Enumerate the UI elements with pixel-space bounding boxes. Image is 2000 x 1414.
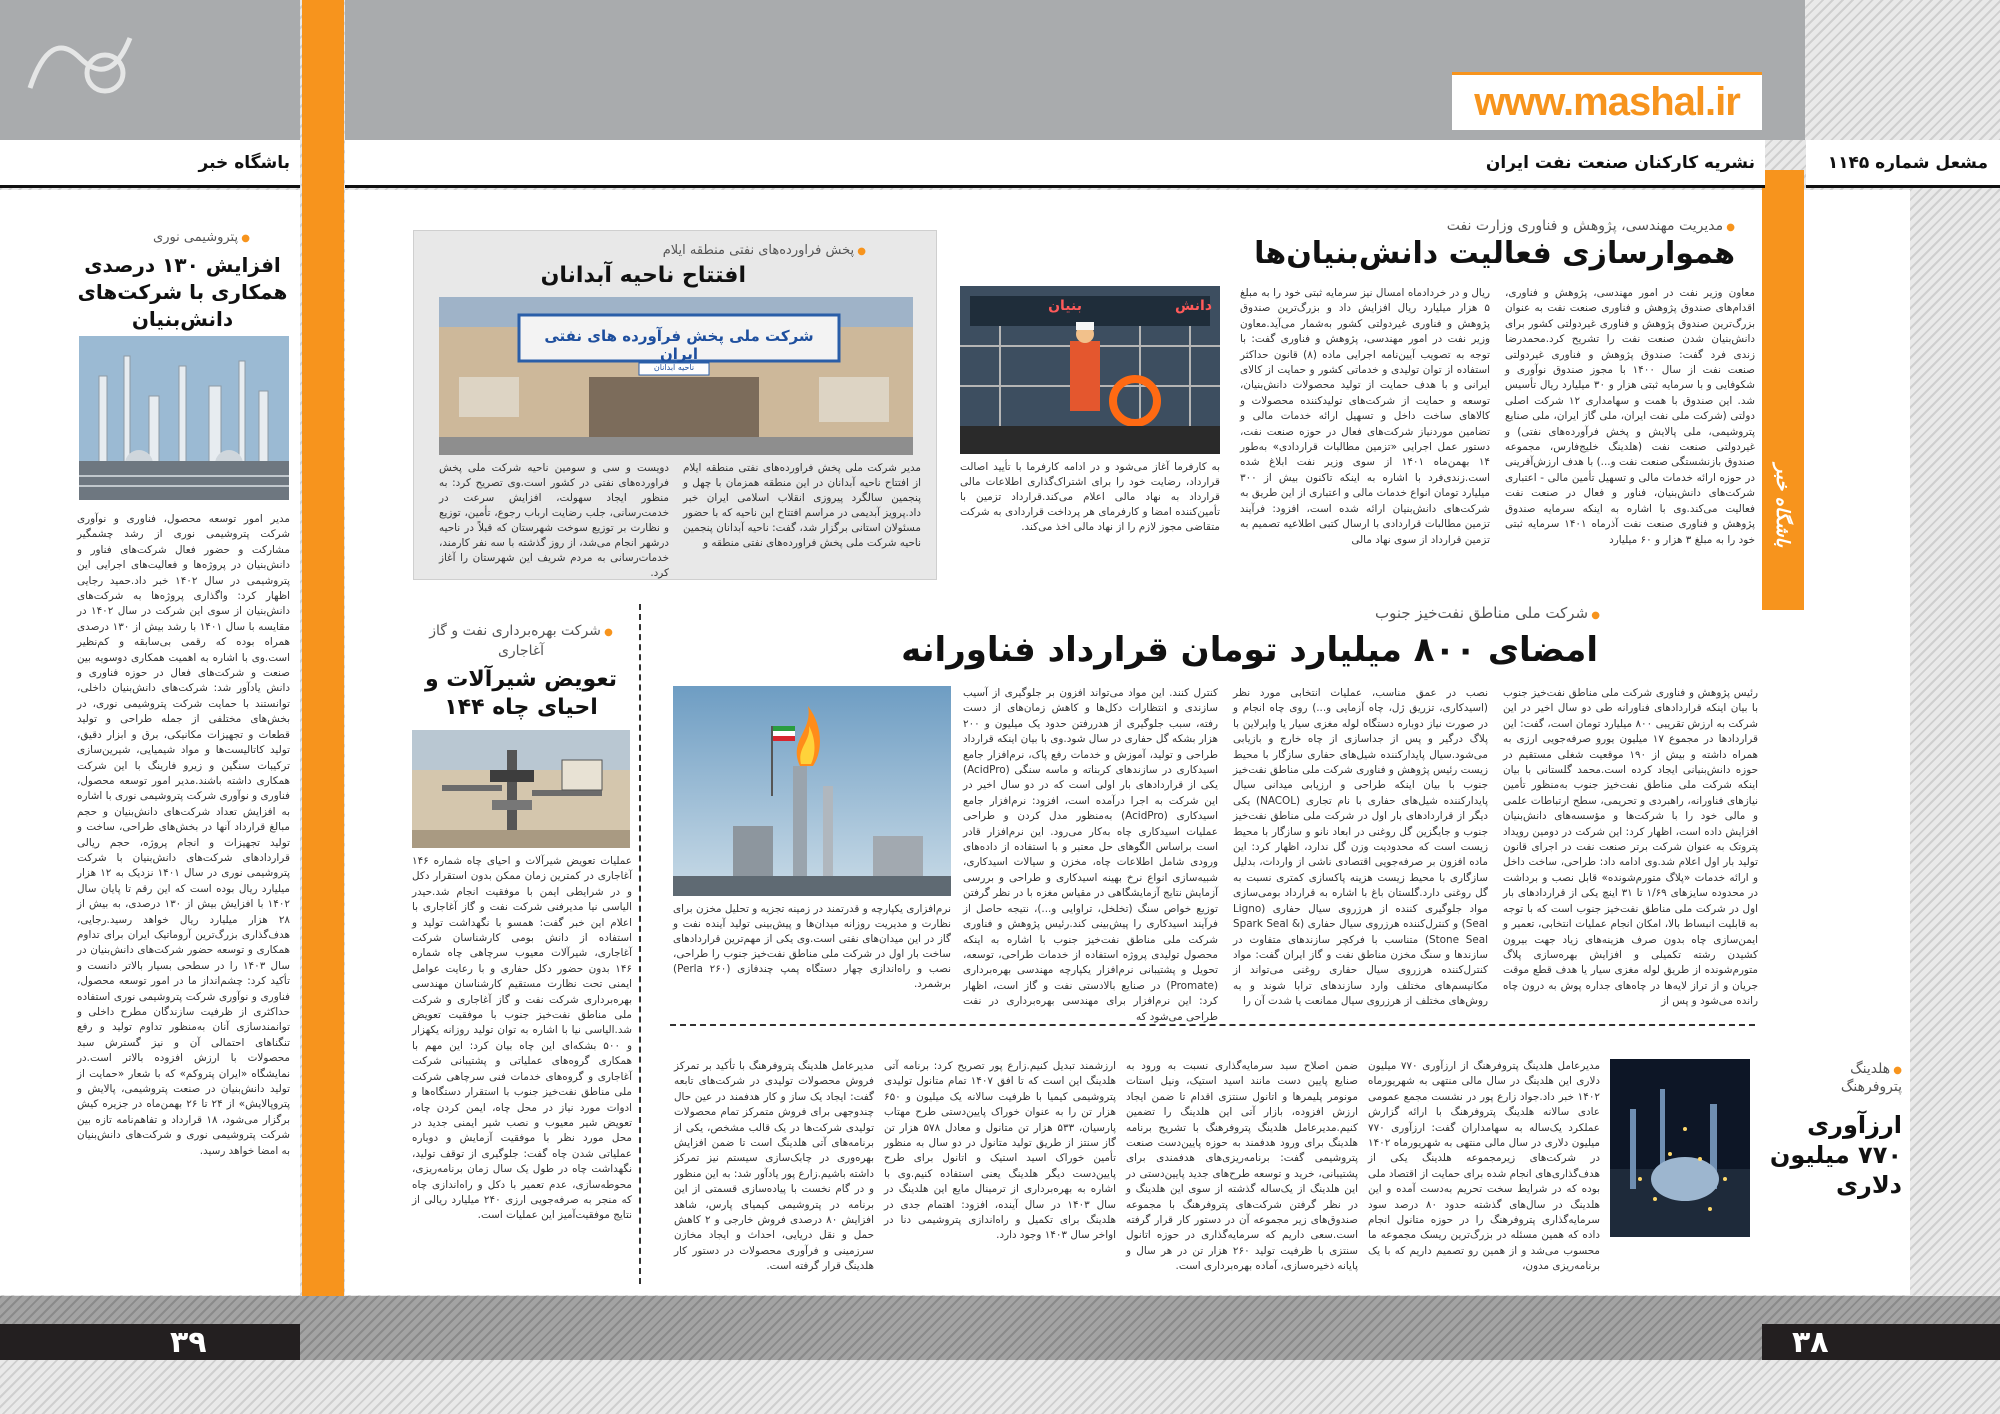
photo-sign-text: دانش: [1174, 298, 1212, 314]
article-petrochem: [75, 230, 290, 1285]
header-bar-left: [0, 140, 300, 188]
refinery-photo: [79, 336, 289, 500]
article-holding: [670, 1055, 1910, 1287]
depot-sign-sub: ناحیه آبدانان: [653, 363, 695, 372]
photo-sign-text: بنیان: [1048, 298, 1082, 314]
page-number-left: ۳۹: [170, 1324, 207, 1360]
article-column: مدیرعامل هلدینگ پتروفرهنگ با تأکید بر تمرکز فروش محصولات تولیدی در شرکت‌های تابعه گفت: ایجاد یک ساز و کار هدفمند در عین حال چندوجهی برای فروش متمرکز تمام محصولات تولیدی شرکت‌ها در یک قالب مشخص، یکی از برنامه‌های آتی هلدینگ است تا ضمن افزایش بهره‌وری در چابک‌سازی سیستم‌ نیز تمرکز داشته باشیم.زارع پور یادآور شد: به این منظور و در گام نخست با پیاده‌سازی قسمتی از این برنامه در پتروشیمی کیمیای پارس، شاهد افزایش ۸۰ درصدی فروش خارجی و ۲ کاهش حمل و نقل دریایی، احداث و ایجاد مخازن سرزمینی و فرآوری محصولات در دستور کار هلدینگ قرار گرفته است.: [674, 1060, 874, 1273]
page-number-right: ۳۸: [1792, 1324, 1829, 1360]
article-column: معاون وزیر نفت در امور مهندسی، پژوهش و فناوری، اقدام‌های صندوق پژوهش و فناوری صنعت نفت به عنوان بزرگ‌ترین صندوق پژوهش و فناوری غیردولتی کشور برای دانش‌بنیان شدن صنعت نفت را تشریح کرد.محمدرضا زندی فرد گفت: صندوق پژوهش و فناوری غیردولتی صنعت نفت از سال ۱۴۰۰ با مجوز صندوق نوآوری و شکوفایی و با سرمایه ثبتی هزار و ۳۰ میلیارد ریال تأسیس شد. این صندوق با همت و سهامداری ۱۲ شرکت اصلی دولتی (شرکت ملی نفت ایران، ملی گاز ایران، ملی صنایع پتروشیمی، ملی پالایش و پخش فرآورده‌های نفتی) و غیردولتی صنعت نفت (هلدینگ خلیج‌فارس، مجموعه صندوق بازنشستگی صنعت نفت و...) با هدف ارزش‌آفرینی در حوزه ارائه خدمات مالی و تسهیل تأمین مالی - اعتباری شرکت‌های دانش‌بنیان، فناور و فعال در صنعت نفت فعالیت می‌کند.وی با اشاره به اینکه سرمایه صندوق پژوهش و فناوری صنعت نفت آذرماه ۱۴۰۱ سرمایه ثبتی خود را به مبلغ ۳ هزار و ۶۰ میلیارد: [1505, 287, 1756, 546]
photo-caption: دویست و سی و سومین ناحیه شرکت ملی پخش فراورده‌های نفتی در کشور است.وی تصریح کرد: به منظور ایجاد سهولت، افزایش سرعت در خدمت‌رسانی، جلب رضایت ارباب رجوع، تأمین، توزیع و نظارت بر توزیع سوخت شهرستان که قبلاً در ناحیه درشهر انجام می‌شد، از روز گذشته با سه نفر کارمند، خدمات‌رسانی به مردم شریف این شهرستان را آغاز کرد.: [439, 462, 669, 579]
publication-title: نشریه کارکنان صنعت نفت ایران: [1485, 152, 1755, 173]
dashed-divider-horizontal: [670, 1024, 1755, 1026]
wellhead-illustration: [412, 730, 630, 848]
article-title: هموارسازی فعالیت دانش‌بنیان‌ها: [1254, 236, 1735, 271]
article-column: نصب در عمق مناسب، عملیات انتخابی مورد نظر (اسیدکاری، تزریق ژل، چاه آزمایی و...) روی چاه انجام و در صورت نیاز دوباره دستگاه لوله مغزی سیار یا وایرلاین با پلاگ درگیر و پس از جداسازی از چاه خارج و بازیابی می‌شود.سیال پایدارکننده شیل‌های حفاری سازگار با محیط زیست رئیس پژوهش و فناوری شرکت ملی مناطق نفت‌خیز جنوب با بیان اینکه طراحی و ارزیابی میدانی سیال پایدارکننده شیل‌های حفاری با نام تجاری (NACOL) یکی دیگر از قراردادهای بار اول در شرکت ملی مناطق نفت‌خیز جنوب و جایگزین گل روغنی در ابعاد نانو و سازگار با محیط زیست است که محدودیت وزن گل ندارد، اظهار کرد: این ماده افزون بر صرفه‌جویی اقتصادی ناشی از واردات، بدلیل سازگاری با محیط زیست هزینه پاکسازی کمتری نسبت به گل روغنی دارد.گلستان باغ با اشاره به قرارداد بومی‌سازی مواد جلوگیری کننده از هرزروی سیال حفاری (Ligno Seal) و کنترل‌کننده هرزروی سیال حفاری (Spark Seal & Stone Seal) متناسب با فرکچر سازندهای متفاوت در سازندها و سنگ مخزن مناطق نفت و گاز ایران گفت: مواد کنترل‌کننده هرزروی سیال حفاری روغنی می‌تواند از مکانیسم‌های مختلف وارد سازندهای ترابا شوند و به روش‌های مختلف از هرزروی سیال ممانعت یا شدت آن را: [1233, 687, 1488, 1008]
issue-number: مشعل شماره ۱۱۴۵: [1827, 152, 1988, 173]
article-ilam-box: [413, 230, 937, 580]
refinery-illustration: [79, 336, 289, 500]
article-kicker: ● پخش فراورده‌های نفتی منطقه ایلام: [663, 243, 866, 258]
wellhead-valve-photo: [412, 730, 630, 848]
article-aghajari: [410, 622, 632, 1282]
bottom-band: [0, 1296, 2000, 1360]
article-column: کنترل کنند. این مواد می‌تواند افزون بر جلوگیری از آسیب سازندی و انتظارات دکل‌ها و کاهش زمان‌های از دست رفته، سبب جلوگیری از هدررفتن حدود یک میلیون و ۲۰۰ هزار بشکه گل حفاری در سال شود.وی با بیان اینکه قرارداد طراحی و تولید، آموزش و خدمات رفع پاک، نرم‌افزار جامع اسیدکاری در سازندهای کربناته و ماسه سنگی (AcidPro) یکی از قراردادهای بار اولی است که در دو سال اخیر در این شرکت به اجرا درآمده است، افزود: نرم‌افزار جامع اسیدکاری (AcidPro) به‌منظور مدل کردن و طراحی عملیات اسیدکاری چاه به‌کار می‌رود. این نرم‌افزار قادر است براساس الگوهای حل معتبر و با استفاده از داده‌های ورودی شامل اطلاعات چاه، مخزن و سیالات اسیدکاری، شبیه‌سازی انواع نرخ بهینه اسیدکاری و طراحی و بررسی آزمایش نتایج آزمایشگاهی در مقیاس مغزه با در نظر گرفتن توزیع خواص سنگ (تخلخل، تراوایی و...)، نتیجه حاصل از فرآیند اسیدکاری را پیش‌بینی کند.رئیس پژوهش و فناوری شرکت ملی مناطق نفت‌خیز جنوب با اشاره به اینکه محصول تولیدی پروژه استفاده از خدمات طراحی، توسعه، تحویل و پشتیبانی نرم‌افزار یکپارچه مهندسی بهره‌برداری (Promate) در صنایع بالادستی نفت و گاز است، اظهار کرد: این نرم‌افزار برای مهندسی بهره‌برداری در نفت طراحی می‌شود که: [963, 687, 1218, 1023]
article-title: افزایش ۱۳۰ درصدی همکاری با شرکت‌های دانش‌بنیان: [77, 253, 288, 331]
website-url: www.mashal.ir: [1474, 80, 1740, 124]
section-title-left: باشگاه خبر: [198, 152, 290, 173]
rig-worker-photo: [960, 286, 1220, 454]
corner-logo-icon: [20, 18, 140, 108]
footer-bar-right: [1762, 1324, 2000, 1360]
article-south-oil: [670, 604, 1758, 1023]
article-title: تعویض شیرآلات و احیای چاه ۱۴۴: [424, 667, 618, 720]
article-column: مدیرعامل هلدینگ پتروفرهنگ از ارزآوری ۷۷۰ میلیون دلاری این هلدینگ در سال مالی منتهی به شهریورماه ۱۴۰۲ خبر داد.جواد زارع پور در نشست مجمع عمومی عادی سالانه هلدینگ پتروفرهنگ با ارائه گزارش عملکرد یک‌ساله به سهامداران گفت: ارزآوری ۷۷۰ میلیون دلاری در سال مالی منتهی به شهریورماه ۱۴۰۲ در شرکت‌های زیرمجموعه هلدینگ یکی از هدف‌گذاری‌های انجام شده برای حمایت از اقتصاد ملی بوده که در شرایط سخت تحریم به‌دست آمده و این هلدینگ در سال‌های گذشته حدود ۸۰ درصد سود سرمایه‌گذاری پتروفرهنگ را در حوزه متانول انجام داده که همین مسئله در بزرگ‌ترین ریسک مجموعه ما محسوب می‌شد و از همین رو تصمیم داریم که با یک برنامه‌ریزی مدون،: [1368, 1060, 1601, 1273]
article-kicker: ● مدیریت مهندسی، پژوهش و فناوری وزارت نفت: [1447, 218, 1735, 234]
article-title: دلاری: [1836, 1171, 1902, 1199]
depot-building-illustration: [439, 297, 913, 455]
website-logo[interactable]: [1452, 72, 1762, 130]
depot-building-photo: [439, 297, 913, 455]
article-column: ریال و در خردادماه امسال نیز سرمایه ثبتی خود را به مبلغ ۵ هزار میلیارد ریال افزایش داد و بزرگ‌ترین صندوق پژوهش و فناوری غیردولتی کشور به‌شمار می‌آید.معاون وزیر نفت در امور مهندسی، پژوهش و فناوری گفت: با توجه به تصویب آیین‌نامه اجرایی ماده (۸) قانون حداکثر استفاده از توان تولیدی و خدماتی کشور و حمایت از کالای ایرانی و با هدف حمایت از تولید محصولات دانش‌بنیان، توسعه و حمایت از شرکت‌های تولیدکننده محصولات و کالاهای ساخت داخل و تسهیل ارائه خدمات مالی و تضامین موردنیاز شرکت‌های فعال در حوزه صنعت نفت، دستور عمل اجرایی «تزمین مطالبات قراردادی» به‌طور ۱۴ بهمن‌ماه ۱۴۰۱ از سوی وزیر نفت ابلاغ شده است.زندی‌فرد با اشاره به اینکه تاکنون بیش از ۳۰۰ میلیارد تومان انواع خدمات مالی و اعتباری از این طریق به شرکت‌های دانش‌بنیان ارائه شده است، افزود: فرآیند تزمین مطالبات قراردادی با ارسال کتبی اطلاعیه تصمیم به تزمین قرارداد از سوی نهاد مالی: [1240, 287, 1490, 546]
issue-bar: [1806, 140, 2000, 188]
article-column: رئیس پژوهش و فناوری شرکت ملی مناطق نفت‌خیز جنوب با بیان اینکه قراردادهای فناورانه طی دو سال اخیر در این شرکت به ارزش تقریبی ۸۰۰ میلیارد تومان است، گفت: این قراردادها در مجموع ۱۷ میلیون یورو صرفه‌جویی ارزی به همراه داشته و بیش از ۱۹۰ موقعیت شغلی مستقیم در حوزه دانش‌بنیانی ایجاد کرده است.محمد گلستانی با بیان اینکه شرکت ملی مناطق نفت‌خیز جنوب به‌منظور تأمین نیازهای فناورانه، راهبردی و تحریمی، سطح ارتباطات علمی و مالی خود را با شرکت‌ها و مؤسسه‌های دانش‌بنیان افزایش داده است، اظهار کرد: این شرکت در دومین رویداد پتروتک به عنوان شرکت برتر صنعت نفت در اجرای قانون تولید بار اول اعلام شد.وی ادامه داد: طراحی، ساخت داخل و ارائه خدمات «پلاگ متورم‌شونده» قابل نصب و برداشت در محدوده سایزهای ۱/۶۹ تا ۳۱ اینچ یکی از قراردادهای بار اول در شرکت ملی مناطق نفت‌خیز جنوب است که با توجه به قابلیت انبساط بالا، امکان انجام عملیات انتخابی، تعمیر و ایمن‌سازی چاه بدون صرف هزینه‌های زیاد جهت بیرون کشیدن رشته تکمیلی و افزایش بهره‌سازی پلاگ متورم‌شونده از طریق لوله مغزی سیار یا هدف قطع موقت جریان و از تراز لایه‌ها در چاه‌های جداره پوش به درون چاه رانده می‌شود و پس از: [1503, 687, 1758, 1008]
gas-flare-photo: [673, 686, 951, 896]
article-body: عملیات تعویض شیرآلات و احیای چاه شماره ۱۴۶ آغاجاری در کمترین زمان ممکن بدون استقرار دکل و در شرایطی ایمن با موفقیت انجام شد.حیدر الیاسی نیا مدیرفنی شرکت نفت و گاز آغاجاری با اعلام این خبر گفت: همسو با نگهداشت تولید و استفاده از دانش بومی کارشناسان شرکت آغاجاری، شیرآلات معیوب سرچاهی چاه شماره ۱۴۶ بدون حضور دکل حفاری و با رعایت عوامل ایمنی تحت نظارت مستقیم کارشناسان مهندسی بهره‌برداری شرکت نفت و گاز آغاجاری و شرکت ملی مناطق نفت‌خیز جنوب با موفقیت تعویض شد.الیاسی نیا با اشاره به توان تولید روزانه یکهزار و ۵۰۰ بشکه‌ای این چاه بیان کرد: این مهم با همکاری گروه‌های عملیاتی و پشتیبانی شرکت آغاجاری و گروه‌های خدمات فنی سرچاهی شرکت ملی مناطق نفت‌خیز جنوب با استقرار دستگاه‌ها و ادوات مورد نیاز در محل چاه، ایمن کردن چاه، تعویض شیر معیوب و نصب شیر ایمنی جدید در محل مورد نظر با موفقیت آزمایش و دوباره عملیاتی شدن چاه گفت: جلوگیری از توقف تولید، نگهداشت چاه در طول یک سال زمان برنامه‌ریزی، محوطه‌سازی، عدم تعمیر با دکل و راه‌اندازی چاه که منجر به صرفه‌جویی ارزی ۲۴۰ میلیارد ریالی از نتایج موفقیت‌آمیز این عملیات است.: [412, 855, 632, 1222]
orange-strip-left: [302, 0, 344, 1360]
photo-caption: به کارفرما آغاز می‌شود و در ادامه کارفرما با تأیید اصالت قرارداد، رضایت خود را برای اشتراک‌گذاری اطلاعات مالی قرارداد به نهاد مالی اعلام می‌کند.قرارداد تزمین با تأمین‌کننده امضا و کارفرمای هر پرداخت قراردادی به شرکت متقاضی مجوز لازم را از نهاد مالی اخذ می‌کند.: [960, 461, 1220, 533]
gas-flare-illustration: [673, 686, 951, 896]
article-body: مدیر امور توسعه محصول، فناوری و نوآوری شرکت پتروشیمی نوری از رشد چشمگیر مشارکت و حضور فعال شرکت‌های فناور و دانش‌بنیان در پروژه‌ها و فعالیت‌های اجرایی این پتروشیمی در سال ۱۴۰۲ خبر داد.حمید رجایی اظهار کرد: واگذاری پروژه‌ها به شرکت‌های دانش‌بنیان از سوی این شرکت در سال ۱۴۰۲ در مقایسه با سال ۱۴۰۱ با رشد بیش از ۱۳۰ درصدی همراه بوده که رقمی بی‌سابقه و کم‌نظیر است.وی با اشاره به اهمیت همکاری دوسویه بین صنعت و شرکت‌های فعال در حوزه فناوری و دانش یادآور شد: شرکت‌های دانش‌بنیان داخلی، توانستند با حمایت شرکت پتروشیمی نوری، در بخش‌های مختلفی از جمله طراحی و تولید قطعات و تجهیزات مکانیکی، برق و ابزار دقیق، تولید کاتالیست‌ها و مواد شیمیایی، شیرین‌سازی ترکیبات سنگین و زیرو فارینگ با این شرکت همکاری داشته باشند.مدیر امور توسعه محصول، فناوری و نوآوری شرکت پتروشیمی نوری با اشاره به افزایش تعداد شرکت‌های دانش‌بنیان و حجم مبالغ قرارداد آنها در بخش‌های طراحی، ساخت و تولید تجهیزات و انجام پروژه، حجم ریالی قراردادهای شرکت‌های دانش‌بنیان با شرکت پتروشیمی نوری در سال ۱۴۰۱ نزدیک به ۱۲ هزار میلیارد ریال بوده است که این رقم تا پایان سال ۱۴۰۲ با افزایش بیش از ۱۳۰ درصدی، به بیش از ۲۸ هزار میلیارد ریال خواهد رسید.رجایی، هدف‌گذاری بزرگ‌ترین آروماتیک ایران برای تداوم همکاری و توسعه حضور شرکت‌های دانش‌بنیان در سال ۱۴۰۳ را در سطحی بسیار بالاتر دانست و تأکید کرد: چشم‌انداز ما در امور توسعه محصول، فناوری و نوآوری شرکت پتروشیمی نوری استفاده حداکثری از ظرفیت سازندگان مطرح داخلی و توانمندسازی آنان به‌منظور تداوم تولید و رفع تنگناهای احتمالی آن و نیز گسترش سبد محصولات با ارزش افزوده بالاتر است.در نمایشگاه «ایران پتروکم» که با شعار «حمایت از تولید دانش‌بنیان در صنعت پتروشیمی، پالایش و پتروپالایش» از ۲۴ تا ۲۶ بهمن‌ماه در جزیره کیش برگزار می‌شود، ۱۸ قرارداد و تفاهم‌نامه تازه بین شرکت پتروشیمی نوری و شرکت‌های دانش‌بنیان به امضا خواهد رسید.: [77, 513, 291, 1157]
depot-sign-main: شرکت ملی پخش فرآورده های نفتی ایران: [544, 327, 814, 363]
photo-caption: مدیر شرکت ملی پخش فراورده‌های نفتی منطقه ایلام از افتتاح ناحیه آبدانان در این منطقه همزمان با چهل و پنجمین سالگرد پیروزی انقلاب اسلامی ایران خبر داد.پرویز آبدیمی در مراسم افتتاح این ناحیه که با حضور مسئولان استانی برگزار شد، گفت: ناحیه آبدانان پنجمین ناحیه شرکت ملی پخش فراورده‌های نفتی منطقه و: [683, 462, 921, 549]
side-tab: [1762, 440, 1804, 570]
article-title: ارزآوری: [1807, 1111, 1902, 1139]
article-kicker: ● شرکت ملی مناطق نفت‌خیز جنوب: [1375, 604, 1600, 622]
corner-logo: [20, 18, 140, 108]
article-kicker: ● هلدینگ: [1850, 1061, 1902, 1077]
night-plant-illustration: [1610, 1059, 1750, 1237]
article-column: ضمن اصلاح سبد سرمایه‌گذاری نسبت به ورود به صنایع پایین دست مانند اسید استیک، ونیل استات مونومر پلیمرها و اتانول سنتزی اقدام تا ضمن ایجاد ارزش افزوده، بازار آتی این هلدینگ را تضمین کنیم.مدیرعامل هلدینگ پتروفرهنگ با تشریح برنامه هلدینگ برای ورود هدفمند به حوزه پایین‌دست صنعت پتروشیمی گفت: برنامه‌ریزی‌های هدفمندی برای پشتیبانی، خرید و توسعه طرح‌های جدید پایین‌دستی در این هلدینگ از یک‌ساله گذشته از سوی این هلدینگ و در نظر گرفتن شرکت‌های پتروفرهنگ با مجموعه صندوق‌های زیر مجموعه آن در دستور کار قرار گرفته است.سعی داریم که سرمایه‌گذاری در حوزه اتانول سنتزی با ظرفیت تولید ۲۶۰ هزار تن در هر سال و پایانه ذخیره‌سازی، آماده بهره‌برداری است.: [1126, 1060, 1358, 1273]
night-plant-photo: [1610, 1059, 1750, 1237]
article-title: ۷۷۰ میلیون: [1769, 1141, 1902, 1169]
side-tab-label: باشگاه خبر: [1772, 463, 1794, 547]
article-column: ارزشمند تبدیل کنیم.زارع پور تصریح کرد: برنامه آتی هلدینگ این است که تا افق ۱۴۰۷ تمام متانول تولیدی پتروشیمی کیمیا با ظرفیت سالانه یک میلیون و ۶۵۰ هزار تن را به عنوان خوراک پایین‌دستی طرح مهتاب پارسیان، ۵۳۳ هزار تن متانول و معادل ۵۷۸ هزار تن گاز سنتز از طریق تولید متانول در دو سال به منظور تأمین خوراک اسید استیک و اتانول برای طرح پایین‌دست دیگر هلدینگ یعنی استفاده کنیم.وی با اشاره به بهره‌برداری از ترمینال مایع این هلدینگ در سال ۱۴۰۳ در سال آینده، افزود: اهتمام جدی در هلدینگ برای تکمیل و راه‌اندازی پتروشیمی دنا در اواخر سال ۱۴۰۳ وجود دارد.: [884, 1060, 1116, 1242]
article-title: افتتاح ناحیه آبدانان: [540, 263, 746, 288]
footer-bar-left: [0, 1324, 300, 1360]
photo-caption: نرم‌افزاری یکپارچه و قدرتمند در زمینه تجزیه و تحلیل مخزن برای نظارت و مدیریت روزانه میدان‌ها و پیش‌بینی تولید آینده نفت و گاز در این میدان‌های نفتی است.وی یکی از مهم‌ترین قراردادهای ساخت بار اول در شرکت ملی مناطق نفت‌خیز جنوب را طراحی، نصب و راه‌اندازی چهار دستگاه پمپ چندفازی (Perla ۲۶۰) برشمرد.: [673, 903, 951, 990]
article-kicker: ● پتروشیمی نوری: [153, 230, 250, 245]
article-title: امضای ۸۰۰ میلیارد تومان قرارداد فناورانه: [901, 630, 1598, 670]
article-knowledge-based: [960, 218, 1755, 558]
header-bar-right: [345, 140, 1765, 188]
article-kicker: ● شرکت بهره‌برداری نفت و گاز آغاجاری: [410, 622, 632, 660]
article-kicker-line2: پتروفرهنگ: [1840, 1079, 1902, 1095]
dashed-divider-vertical: [639, 604, 641, 1284]
